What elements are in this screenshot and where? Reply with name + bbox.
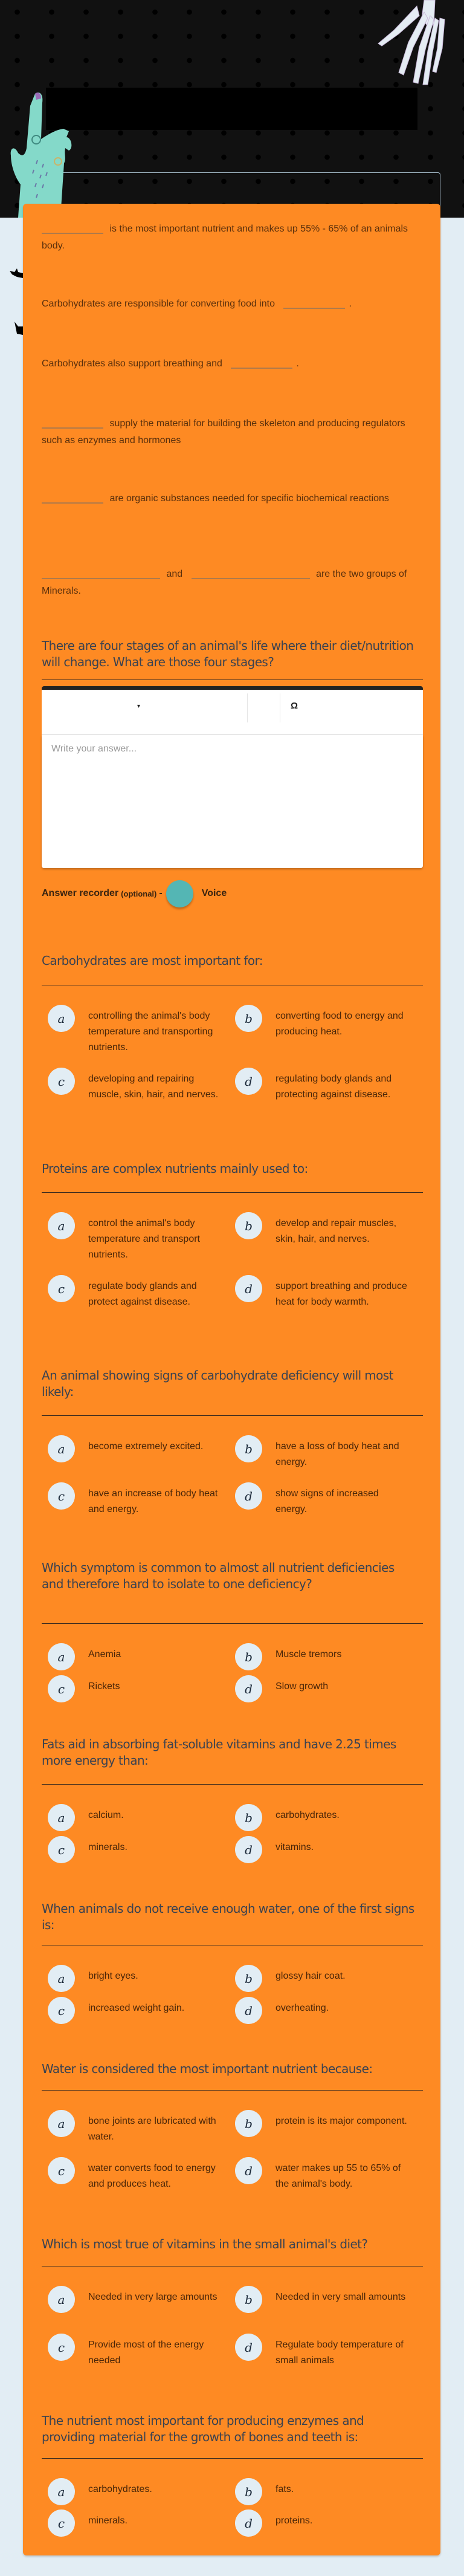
zombie-hand-icon — [6, 88, 85, 218]
divider — [42, 2090, 423, 2091]
option-text: fats. — [276, 2484, 294, 2494]
option-letter-badge: c — [48, 2509, 75, 2537]
bat-icon — [8, 322, 24, 335]
editor-toolbar — [42, 686, 423, 735]
option-letter-badge: a — [48, 1435, 75, 1462]
option-text: carbohydrates. — [88, 2484, 152, 2494]
answer-option[interactable] — [235, 1008, 416, 1040]
option-text: protein is its major component. — [276, 2116, 407, 2126]
option-text: water converts food to energy and produces heat. — [88, 2163, 216, 2189]
answer-option[interactable] — [48, 1279, 229, 1310]
option-letter-badge: c — [48, 1997, 75, 2024]
fill-blank-text: Carbohydrates are responsible for converting food into — [42, 299, 275, 309]
option-text: develop and repair muscles, skin, hair, and nerves. — [276, 1218, 397, 1244]
option-text: Needed in very large amounts — [88, 2292, 218, 2302]
option-text: have a loss of body heat and energy. — [276, 1441, 399, 1467]
option-text: regulate body glands and protect against disease. — [88, 1281, 197, 1307]
option-letter-badge: a — [48, 1965, 75, 1992]
option-text: Rickets — [88, 1681, 120, 1692]
option-letter-badge: b — [235, 2478, 262, 2505]
option-letter-badge: d — [235, 1997, 262, 2024]
answer-option[interactable] — [48, 1679, 229, 1702]
option-letter-badge: b — [235, 1435, 262, 1462]
question-text: Fats aid in absorbing fat-soluble vitamins and have 2.25 times more energy than: — [42, 1737, 396, 1768]
fill-blank-6 — [42, 566, 422, 600]
option-letter-badge: c — [48, 1675, 75, 1702]
answer-option[interactable] — [48, 2289, 229, 2313]
option-text: Provide most of the energy needed — [88, 2340, 204, 2366]
header-banner — [0, 0, 464, 218]
answer-option[interactable] — [48, 2482, 229, 2505]
question-text: Proteins are complex nutrients mainly used to: — [42, 1161, 308, 1176]
fill-blank-text: and — [166, 569, 183, 579]
record-voice-button[interactable] — [166, 880, 193, 907]
answer-option[interactable] — [48, 1439, 229, 1462]
fill-blank-2 — [42, 296, 422, 313]
recorder-optional: (optional) — [121, 889, 157, 898]
option-letter-badge: d — [235, 1068, 262, 1095]
answer-option[interactable] — [235, 2289, 416, 2313]
option-letter-badge: b — [235, 1804, 262, 1831]
blank-input-4[interactable] — [42, 415, 103, 429]
option-text: regulating body glands and protecting against disease. — [276, 1074, 392, 1100]
option-letter-badge: a — [48, 1804, 75, 1831]
fill-blank-punct: . — [349, 299, 352, 309]
question-text: When animals do not receive enough water, one of the first signs is: — [42, 1901, 414, 1932]
special-character-icon[interactable]: Ω — [291, 701, 298, 711]
fill-blank-3 — [42, 355, 422, 372]
answer-option[interactable] — [48, 1216, 229, 1263]
option-letter-badge: c — [48, 1836, 75, 1863]
answer-option[interactable] — [235, 1808, 416, 1831]
option-letter-badge: d — [235, 1482, 262, 1510]
option-text: calcium. — [88, 1810, 124, 1820]
option-text: vitamins. — [276, 1842, 314, 1852]
option-text: controlling the animal's body temperature and transporting nutrients. — [88, 1011, 213, 1053]
option-letter-badge: d — [235, 1675, 262, 1702]
option-letter-badge: d — [235, 2334, 262, 2361]
answer-option[interactable] — [48, 2161, 229, 2192]
question-text: Carbohydrates are most important for: — [42, 953, 263, 968]
answer-option[interactable] — [48, 1808, 229, 1831]
option-letter-badge: a — [48, 1212, 75, 1239]
option-text: Needed in very small amounts — [276, 2292, 406, 2302]
option-text: control the animal's body temperature and transport nutrients. — [88, 1218, 200, 1260]
answer-option[interactable] — [235, 1968, 416, 1992]
option-letter-badge: d — [235, 2157, 262, 2184]
option-text: become extremely excited. — [88, 1441, 204, 1452]
option-text: developing and repairing muscle, skin, hair, and nerves. — [88, 1074, 219, 1100]
option-text: minerals. — [88, 1842, 127, 1852]
answer-option[interactable] — [48, 2000, 229, 2024]
answer-option[interactable] — [235, 1647, 416, 1670]
open-question-text: There are four stages of an animal's life where their diet/nutrition will change. What are those four stages? — [42, 638, 414, 669]
title-bar — [46, 88, 417, 130]
option-text: Slow growth — [276, 1681, 329, 1692]
answer-option[interactable] — [235, 1216, 416, 1247]
option-letter-badge: a — [48, 2110, 75, 2137]
option-letter-badge: c — [48, 2334, 75, 2361]
answer-recorder — [42, 884, 227, 903]
option-letter-badge: a — [48, 1005, 75, 1032]
option-letter-badge: c — [48, 1068, 75, 1095]
answer-option[interactable] — [235, 2337, 416, 2369]
blank-input-6b[interactable] — [192, 566, 310, 579]
bat-icon — [8, 267, 24, 281]
option-text: overheating. — [276, 2003, 329, 2013]
skeleton-hand-icon — [356, 0, 447, 91]
answer-option[interactable] — [235, 1071, 416, 1103]
fill-blank-text: supply the material for building the skeleton and producing regulators such as enzymes and hormones — [42, 418, 405, 446]
answer-option[interactable] — [235, 2513, 416, 2537]
option-text: minerals. — [88, 2516, 127, 2526]
answer-option[interactable] — [48, 1968, 229, 1992]
answer-option[interactable] — [235, 1279, 416, 1310]
blank-input-3[interactable] — [231, 355, 292, 369]
recorder-label: Answer recorder — [42, 888, 119, 898]
option-text: Regulate body temperature of small animals — [276, 2340, 404, 2366]
answer-option[interactable] — [235, 2161, 416, 2192]
answer-option[interactable] — [48, 2337, 229, 2369]
answer-option[interactable] — [48, 1008, 229, 1056]
answer-option[interactable] — [48, 2513, 229, 2537]
question-text: The nutrient most important for producing enzymes and providing material for the growth of bones and teeth is: — [42, 2413, 364, 2444]
option-letter-badge: b — [235, 1212, 262, 1239]
divider — [42, 1784, 423, 1785]
option-letter-badge: b — [235, 2286, 262, 2313]
question-text: Which symptom is common to almost all nutrient deficiencies and therefore hard to isolate to one deficiency? — [42, 1560, 395, 1591]
option-text: support breathing and produce heat for body warmth. — [276, 1281, 407, 1307]
fill-blank-text: are the two groups of Minerals. — [42, 569, 407, 596]
question-text: Which is most true of vitamins in the small animal's diet? — [42, 2237, 368, 2251]
option-text: water makes up 55 to 65% of the animal's body. — [276, 2163, 401, 2189]
quiz-card — [23, 204, 440, 2555]
fill-blank-4 — [42, 415, 422, 449]
blank-input-5[interactable] — [42, 490, 103, 504]
answer-option[interactable] — [235, 1486, 416, 1517]
divider — [42, 1623, 423, 1624]
recorder-dash: - — [159, 888, 163, 898]
option-letter-badge: b — [235, 1005, 262, 1032]
option-letter-badge: b — [235, 1965, 262, 1992]
answer-option[interactable] — [48, 2114, 229, 2145]
option-letter-badge: d — [235, 1275, 262, 1302]
option-letter-badge: c — [48, 1482, 75, 1510]
answer-option[interactable] — [48, 1647, 229, 1670]
answer-option[interactable] — [235, 1840, 416, 1863]
option-text: glossy hair coat. — [276, 1971, 346, 1981]
fill-blank-text: Carbohydrates also support breathing and — [42, 358, 222, 369]
option-letter-badge: a — [48, 2286, 75, 2313]
blank-input-1[interactable] — [42, 221, 103, 234]
option-text: bright eyes. — [88, 1971, 138, 1981]
answer-option[interactable] — [235, 2114, 416, 2137]
fill-blank-text: is the most important nutrient and makes up 55% - 65% of an animals body. — [42, 224, 408, 251]
option-text: have an increase of body heat and energy. — [88, 1488, 218, 1514]
fill-blank-text: are organic substances needed for specific biochemical reactions — [109, 493, 389, 504]
answer-option[interactable] — [48, 1071, 229, 1103]
option-letter-badge: b — [235, 2110, 262, 2137]
option-letter-badge: b — [235, 1643, 262, 1670]
option-letter-badge: c — [48, 2157, 75, 2184]
answer-option[interactable] — [48, 1840, 229, 1863]
divider — [42, 1192, 423, 1193]
option-letter-badge: a — [48, 1643, 75, 1670]
option-text: converting food to energy and producing heat. — [276, 1011, 404, 1037]
divider — [42, 2458, 423, 2459]
fill-blank-punct: . — [296, 358, 299, 369]
answer-textarea[interactable] — [42, 735, 423, 868]
fill-blank-1 — [42, 221, 422, 255]
answer-option[interactable] — [235, 2482, 416, 2505]
fill-blank-5 — [42, 490, 422, 507]
option-letter-badge: c — [48, 1275, 75, 1302]
question-text: An animal showing signs of carbohydrate deficiency will most likely: — [42, 1368, 393, 1399]
blank-input-2[interactable] — [283, 296, 345, 309]
blank-input-6a[interactable] — [42, 566, 160, 579]
answer-option[interactable] — [235, 1679, 416, 1702]
option-text: show signs of increased energy. — [276, 1488, 379, 1514]
option-text: Anemia — [88, 1649, 121, 1659]
answer-option[interactable] — [48, 1486, 229, 1517]
question-text: Water is considered the most important nutrient because: — [42, 2062, 373, 2076]
answer-option[interactable] — [235, 1439, 416, 1470]
option-text: increased weight gain. — [88, 2003, 185, 2013]
answer-option[interactable] — [235, 2000, 416, 2024]
divider — [42, 1415, 423, 1416]
option-letter-badge: d — [235, 2509, 262, 2537]
option-letter-badge: a — [48, 2478, 75, 2505]
option-letter-badge: d — [235, 1836, 262, 1863]
format-dropdown[interactable]: ▾ — [137, 703, 141, 710]
option-text: carbohydrates. — [276, 1810, 340, 1820]
toolbar-separator — [247, 693, 248, 722]
option-text: Muscle tremors — [276, 1649, 342, 1659]
option-text: bone joints are lubricated with water. — [88, 2116, 216, 2142]
option-text: proteins. — [276, 2516, 313, 2526]
recorder-voice-label: Voice — [201, 888, 227, 898]
